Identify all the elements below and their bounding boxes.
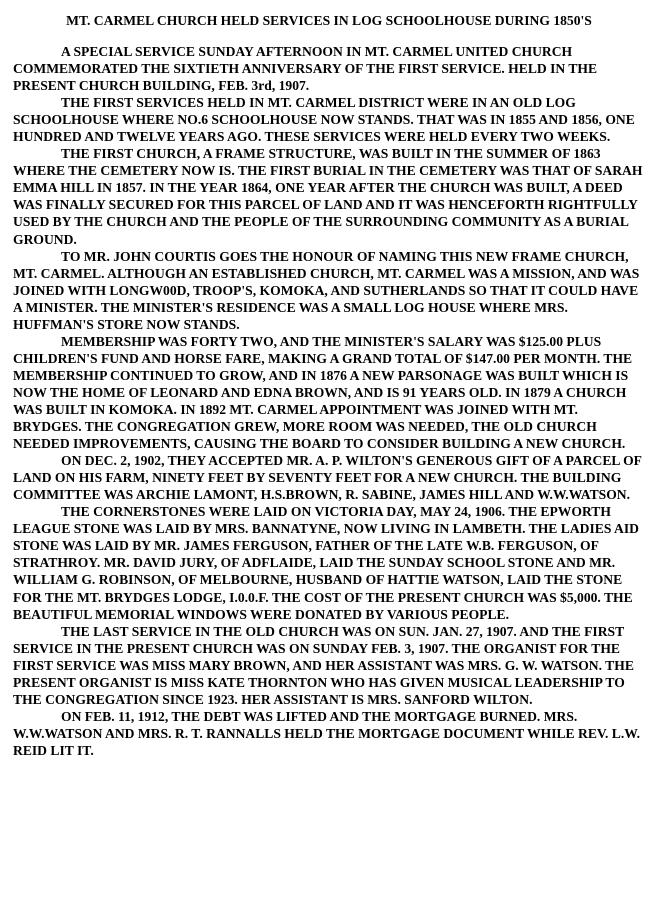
paragraph: ON DEC. 2, 1902, THEY ACCEPTED MR. A. P. WILTON'S GENEROUS GIFT OF A PARCEL OF LAND ON HIS FARM, NINETY FEET BY SEVENTY FEET FOR A NEW CHURCH. THE BUILDING COMMITTEE WAS ARCHIE LAMONT, H.S.BROWN, R. SABINE, JAMES HILL AND W.W.WATSON. [13, 453, 642, 503]
document-title: MT. CARMEL CHURCH HELD SERVICES IN LOG SCHOOLHOUSE DURING 1850'S [66, 13, 592, 28]
document-page [13, 12, 645, 759]
paragraph: THE FIRST CHURCH, A FRAME STRUCTURE, WAS BUILT IN THE SUMMER OF 1863 WHERE THE CEMETERY NOW IS. THE FIRST BURIAL IN THE CEMETERY WAS THAT OF SARAH EMMA HILL IN 1857. IN THE YEAR 1864, ONE YEAR AFTER THE CHURCH WAS BUILT, A DEED WAS FINALLY SECURED FOR THIS PARCEL OF LAND AND IT WAS HENCEFORTH RIGHTFULLY USED BY THE CHURCH AND THE PEOPLE OF THE SURROUNDING COMMUNITY AS A BURIAL GROUND. [13, 146, 643, 247]
paragraph: TO MR. JOHN COURTIS GOES THE HONOUR OF NAMING THIS NEW FRAME CHURCH, MT. CARMEL. ALTHOUGH AN ESTABLISHED CHURCH, MT. CARMEL WAS A MISSION, AND WAS JOINED WITH LONGW00D, TROOP'S, KOMOKA, AND SUTHERLANDS SO THAT IT COULD HAVE A MINISTER. THE MINISTER'S RESIDENCE WAS A SMALL LOG HOUSE WHERE MRS. HUFFMAN'S STORE NOW STANDS. [13, 248, 640, 332]
paragraph: MEMBERSHIP WAS FORTY TWO, AND THE MINISTER'S SALARY WAS $125.00 PLUS CHILDREN'S FUND AND HORSE FARE, MAKING A GRAND TOTAL OF $147.00 PER MONTH. THE MEMBERSHIP CONTINUED TO GROW, AND IN 1876 A NEW PARSONAGE WAS BUILT WHICH IS NOW THE HOME OF LEONARD AND EDNA BROWN, AND IS 91 YEARS OLD. IN 1879 A CHURCH WAS BUILT IN KOMOKA. IN 1892 MT. CARMEL APPOINTMENT WAS JOINED WITH MT. BRYDGES. THE CONGREGATION GREW, MORE ROOM WAS NEEDED, THE OLD CHURCH NEEDED IMPROVEMENTS, CAUSING THE BOARD TO CONSIDER BUILDING A NEW CHURCH. [13, 333, 633, 452]
paragraph: THE LAST SERVICE IN THE OLD CHURCH WAS ON SUN. JAN. 27, 1907. AND THE FIRST SERVICE IN THE PRESENT CHURCH WAS ON SUNDAY FEB. 3, 1907. THE ORGANIST FOR THE FIRST SERVICE WAS MISS MARY BROWN, AND HER ASSISTANT WAS MRS. G. W. WATSON. THE PRESENT ORGANIST IS MISS KATE THORNTON WHO HAS GIVEN MUSICAL LEADERSHIP TO THE CONGREGATION SINCE 1923. HER ASSISTANT IS MRS. SANFORD WILTON. [13, 623, 634, 707]
paragraph: ON FEB. 11, 1912, THE DEBT WAS LIFTED AND THE MORTGAGE BURNED. MRS. W.W.WATSON AND MRS. R. T. RANNALLS HELD THE MORTGAGE DOCUMENT WHILE REV. L.W. REID LIT IT. [13, 708, 640, 758]
paragraph: THE CORNERSTONES WERE LAID ON VICTORIA DAY, MAY 24, 1906. THE EPWORTH LEAGUE STONE WAS LAID BY MRS. BANNATYNE, NOW LIVING IN LAMBETH. THE LADIES AID STONE WAS LAID BY MR. JAMES FERGUSON, FATHER OF THE LATE W.B. FERGUSON, OF STRATHROY. MR. DAVID JURY, OF ADFLAIDE, LAID THE SUNDAY SCHOOL STONE AND MR. WILLIAM G. ROBINSON, OF MELBOURNE, HUSBAND OF HATTIE WATSON, LAID THE STONE FOR THE MT. BRYDGES LODGE, I.0.0.F. THE COST OF THE PRESENT CHURCH WAS $5,000. THE BEAUTIFUL MEMORIAL WINDOWS WERE DONATED BY VARIOUS PEOPLE. [13, 504, 639, 622]
paragraph: THE FIRST SERVICES HELD IN MT. CARMEL DISTRICT WERE IN AN OLD LOG SCHOOLHOUSE WHERE NO.6 SCHOOLHOUSE NOW STANDS. THAT WAS IN 1855 AND 1856, ONE HUNDRED AND TWELVE YEARS AGO. THESE SERVICES WERE HELD EVERY TWO WEEKS. [13, 95, 635, 145]
paragraph: A SPECIAL SERVICE SUNDAY AFTERNOON IN MT. CARMEL UNITED CHURCH COMMEMORATED THE SIXTIETH ANNIVERSARY OF THE FIRST SERVICE. HELD IN THE PRESENT CHURCH BUILDING, FEB. 3rd, 1907. [13, 44, 598, 94]
